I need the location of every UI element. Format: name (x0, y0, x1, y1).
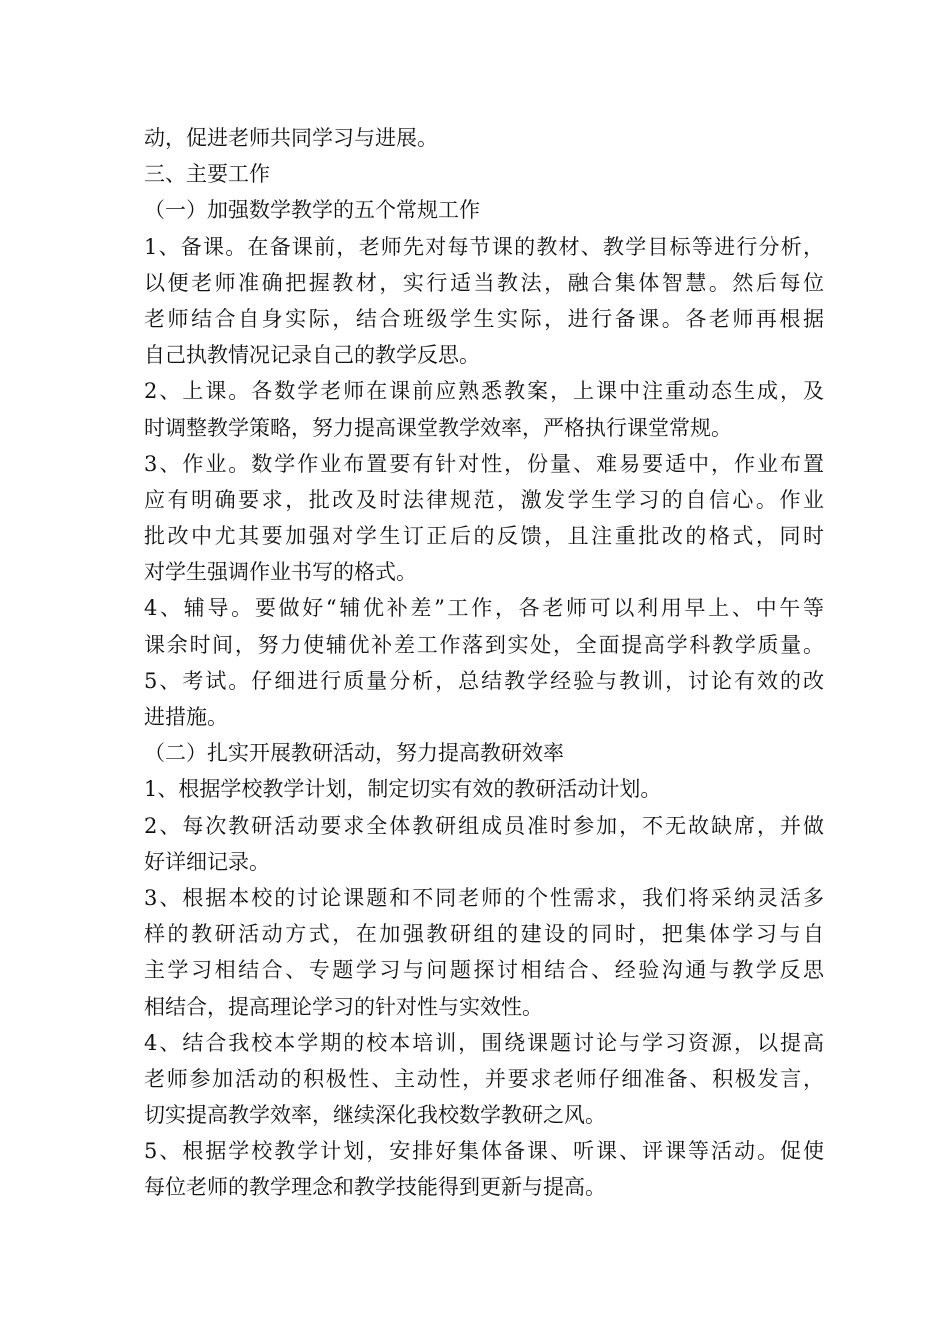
section-heading: 三、主要工作 (144, 162, 270, 187)
text-line: 自己执教情况记录自己的教学反思。 (144, 343, 480, 368)
text-line: 时调整教学策略，努力提高课堂教学效率，严格执行课堂常规。 (144, 415, 732, 440)
text-line: 老师参加活动的积极性、主动性，并要求老师仔细准备、积极发言， (144, 1066, 824, 1091)
text-line: 相结合，提高理论学习的针对性与实效性。 (144, 994, 543, 1019)
text-line: 每位老师的教学理念和教学技能得到更新与提高。 (144, 1175, 606, 1200)
text-line: 1、备课。在备课前，老师先对每节课的教材、教学目标等进行分析， (144, 234, 824, 259)
text-line: 老师结合自身实际，结合班级学生实际，进行备课。各老师再根据 (144, 306, 824, 331)
text-line: 以便老师准确把握教材，实行适当教法，融合集体智慧。然后每位 (144, 270, 824, 295)
text-line: 课余时间，努力使辅优补差工作落到实处，全面提高学科教学质量。 (144, 632, 824, 657)
text-line: 4、结合我校本学期的校本培训，围绕课题讨论与学习资源，以提高 (144, 1030, 824, 1055)
text-line: 2、每次教研活动要求全体教研组成员准时参加，不无故缺席，并做 (144, 813, 824, 838)
subsection-heading: （一）加强数学教学的五个常规工作 (144, 198, 480, 223)
text-line: 好详细记录。 (144, 849, 270, 874)
text-line: 3、作业。数学作业布置要有针对性，份量、难易要适中，作业布置 (144, 451, 824, 476)
text-line: 切实提高教学效率，继续深化我校数学教研之风。 (144, 1103, 606, 1128)
document-body (144, 120, 824, 1206)
text-line: 5、根据学校教学计划，安排好集体备课、听课、评课等活动。促使 (144, 1139, 824, 1164)
text-line: 对学生强调作业书写的格式。 (144, 560, 417, 585)
text-line: 主学习相结合、专题学习与问题探讨相结合、经验沟通与教学反思 (144, 958, 824, 983)
text-line: 3、根据本校的讨论课题和不同老师的个性需求，我们将采纳灵活多 (144, 885, 824, 910)
text-line: 样的教研活动方式，在加强教研组的建设的同时，把集体学习与自 (144, 922, 824, 947)
subsection-heading: （二）扎实开展教研活动，努力提高教研效率 (144, 741, 564, 766)
text-line: 1、根据学校教学计划，制定切实有效的教研活动计划。 (144, 777, 662, 802)
text-line: 进措施。 (144, 705, 228, 729)
text-line: 4、辅导。要做好“辅优补差”工作，各老师可以利用早上、中午等 (144, 596, 824, 621)
text-line: 2、上课。各数学老师在课前应熟悉教案，上课中注重动态生成，及 (144, 379, 824, 404)
text-line: 5、考试。仔细进行质量分析，总结教学经验与教训，讨论有效的改 (144, 668, 824, 693)
text-line: 批改中尤其要加强对学生订正后的反馈，且注重批改的格式，同时 (144, 524, 824, 549)
text-line: 动，促进老师共同学习与进展。 (144, 126, 438, 150)
text-line: 应有明确要求，批改及时法律规范，激发学生学习的自信心。作业 (144, 487, 824, 512)
